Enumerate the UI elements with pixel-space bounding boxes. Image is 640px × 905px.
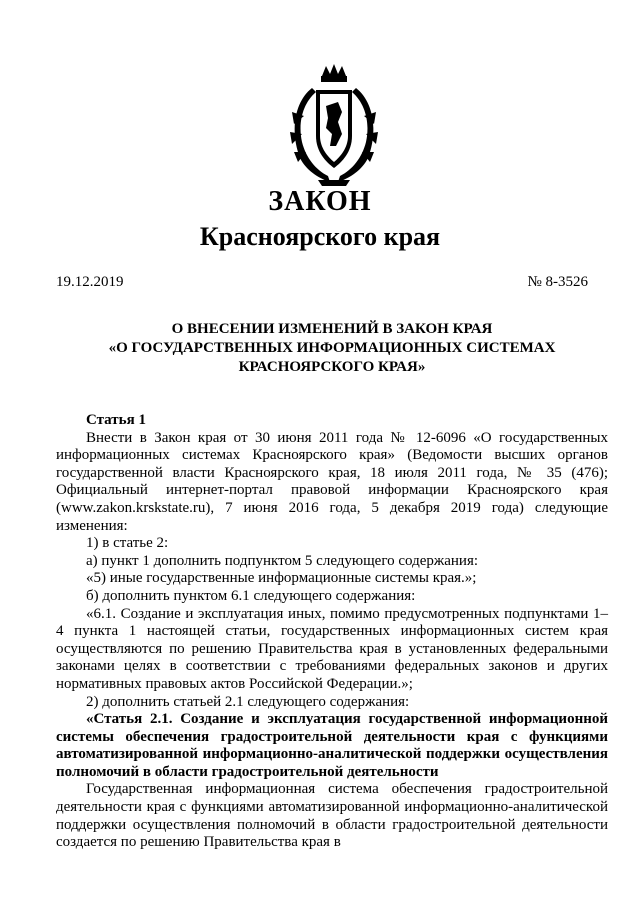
paragraph: Внести в Закон края от 30 июня 2011 года № 12-6096 «О государственных информационных системах Красноярского края» (Ведомости высших органов государственной власти Красноярского края, 18 июля 2011 года, № 35 (476); Официальный интернет-портал правовой информации Красноярского края (www.zakon.krskstate.ru), 7 июня 2016 года, 5 декабря 2019 года) следующие изменения: bbox=[56, 429, 608, 534]
heading-line: КРАСНОЯРСКОГО КРАЯ» bbox=[238, 359, 426, 375]
new-article-title: «Статья 2.1. Создание и эксплуатация государственной информационной системы обеспечения градостроительной деятельности края с функциями автоматизированной информационно-аналитической поддержки осуществления полномочий в области градостроительной деятельности bbox=[56, 711, 608, 780]
paragraph: б) дополнить пунктом 6.1 следующего содержания: bbox=[86, 587, 416, 604]
heading-line: О ВНЕСЕНИИ ИЗМЕНЕНИЙ В ЗАКОН КРАЯ bbox=[171, 321, 493, 337]
paragraph: «5) иные государственные информационные системы края.»; bbox=[86, 570, 477, 587]
article-title: Статья 1 bbox=[86, 412, 146, 428]
paragraph: 1) в статье 2: bbox=[86, 535, 169, 552]
law-heading bbox=[56, 320, 608, 377]
paragraph: «6.1. Создание и эксплуатация иных, помимо предусмотренных подпунктами 1–4 пункта 1 настоящей статьи, государственных информационных систем края осуществляются по решению Правительства края в установленных федеральными законами целях в соответствии с требованиями федеральных законов и других нормативных правовых актов Российской Федерации.»; bbox=[56, 605, 608, 692]
document-date: 19.12.2019 bbox=[56, 274, 124, 290]
coat-of-arms-emblem bbox=[282, 62, 386, 188]
article-body bbox=[56, 412, 608, 852]
region-title: Красноярского края bbox=[199, 222, 441, 251]
paragraph: 2) дополнить статьей 2.1 следующего содержания: bbox=[86, 693, 410, 710]
paragraph: а) пункт 1 дополнить подпунктом 5 следующего содержания: bbox=[86, 552, 479, 569]
paragraph: Государственная информационная система обеспечения градостроительной деятельности края с функциями автоматизированной информационно-аналитической поддержки осуществления полномочий в области градостроительной деятельности создается по решению Правительства края в bbox=[56, 781, 608, 851]
heading-line: «О ГОСУДАРСТВЕННЫХ ИНФОРМАЦИОННЫХ СИСТЕМАХ bbox=[108, 340, 556, 356]
document-number: № 8-3526 bbox=[527, 274, 588, 290]
document-type-title: ЗАКОН bbox=[268, 186, 372, 217]
